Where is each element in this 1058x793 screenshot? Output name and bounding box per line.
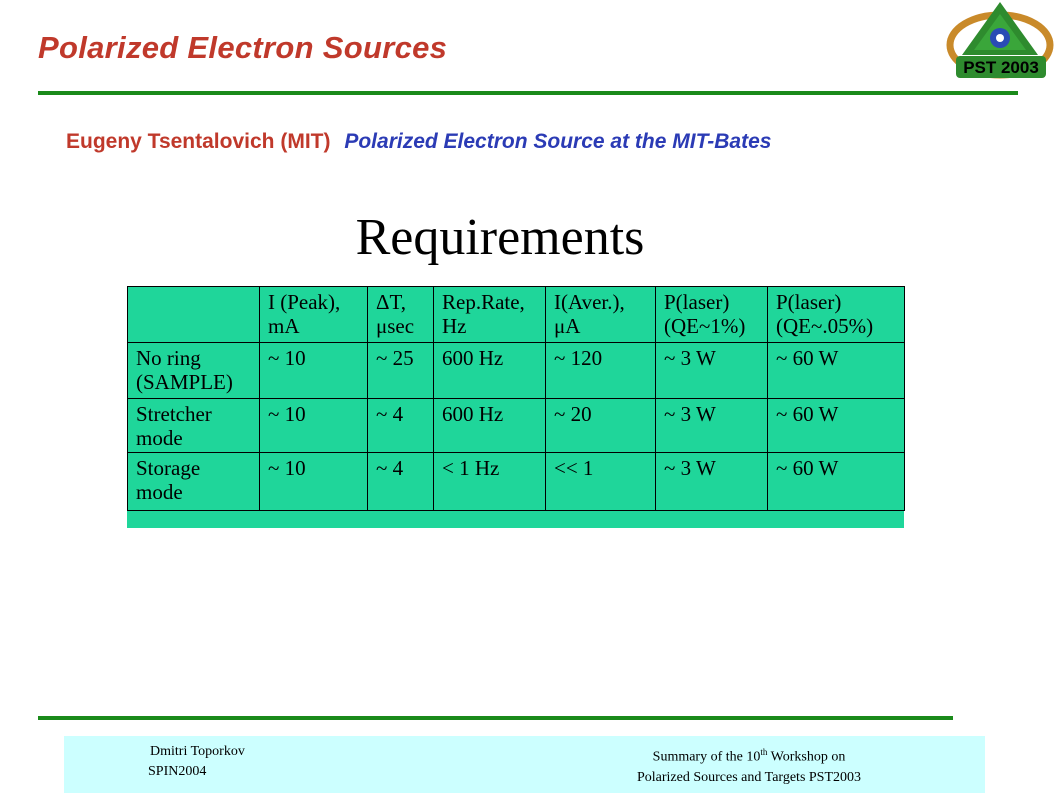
footer-conference: SPIN2004 (148, 764, 207, 779)
bottom-divider (38, 716, 953, 720)
table-cell: ~ 3 W (656, 399, 768, 453)
table-cell: ~ 4 (368, 399, 434, 453)
header-cell: Rep.Rate, Hz (434, 287, 546, 343)
talk-subtitle (66, 130, 771, 154)
top-divider (38, 91, 1018, 95)
footer-left (148, 742, 245, 782)
table-row (128, 399, 905, 453)
table-cell: ~ 4 (368, 453, 434, 511)
speaker-name: Eugeny Tsentalovich (66, 130, 275, 153)
footer-workshop-line: Polarized Sources and Targets PST2003 (636, 769, 862, 785)
requirements-table (127, 286, 905, 511)
section-heading: Requirements (355, 209, 645, 266)
table-header-row (128, 287, 905, 343)
table-row (128, 343, 905, 399)
table-cell: ~ 60 W (768, 343, 905, 399)
header-cell (128, 287, 260, 343)
speaker-affiliation: (MIT) (280, 130, 331, 153)
table-cell: ~ 60 W (768, 453, 905, 511)
table-cell: ~ 120 (546, 343, 656, 399)
row-label-cell: Stretcher mode (128, 399, 260, 453)
requirements-table-container (127, 286, 904, 528)
header-cell: P(laser) (QE~.05%) (768, 287, 905, 343)
table-cell: ~ 25 (368, 343, 434, 399)
header-cell: I (Peak), mA (260, 287, 368, 343)
table-cell: 600 Hz (434, 399, 546, 453)
pst2003-logo (938, 0, 1058, 85)
logo-text: PST 2003 (963, 58, 1039, 77)
row-label-cell: Storage mode (128, 453, 260, 511)
header-cell: ΔT, μsec (368, 287, 434, 343)
table-cell: << 1 (546, 453, 656, 511)
table-cell: ~ 3 W (656, 453, 768, 511)
footer-right (584, 742, 914, 788)
table-cell: ~ 60 W (768, 399, 905, 453)
footer-summary-line: Summary of the 10th Workshop on (652, 747, 846, 765)
table-row (128, 453, 905, 511)
footer-presenter: Dmitri Toporkov (150, 744, 245, 759)
table-cell: 600 Hz (434, 343, 546, 399)
table-cell: < 1 Hz (434, 453, 546, 511)
header-cell: P(laser) (QE~1%) (656, 287, 768, 343)
table-cell: ~ 10 (260, 453, 368, 511)
talk-title: Polarized Electron Source at the MIT-Bates (344, 130, 772, 153)
table-cell: ~ 10 (260, 343, 368, 399)
header-cell: I(Aver.), μA (546, 287, 656, 343)
slide-title: Polarized Electron Sources (38, 30, 448, 65)
table-cell: ~ 10 (260, 399, 368, 453)
slide-footer (64, 736, 985, 793)
table-cell: ~ 3 W (656, 343, 768, 399)
table-cell: ~ 20 (546, 399, 656, 453)
row-label-cell: No ring (SAMPLE) (128, 343, 260, 399)
